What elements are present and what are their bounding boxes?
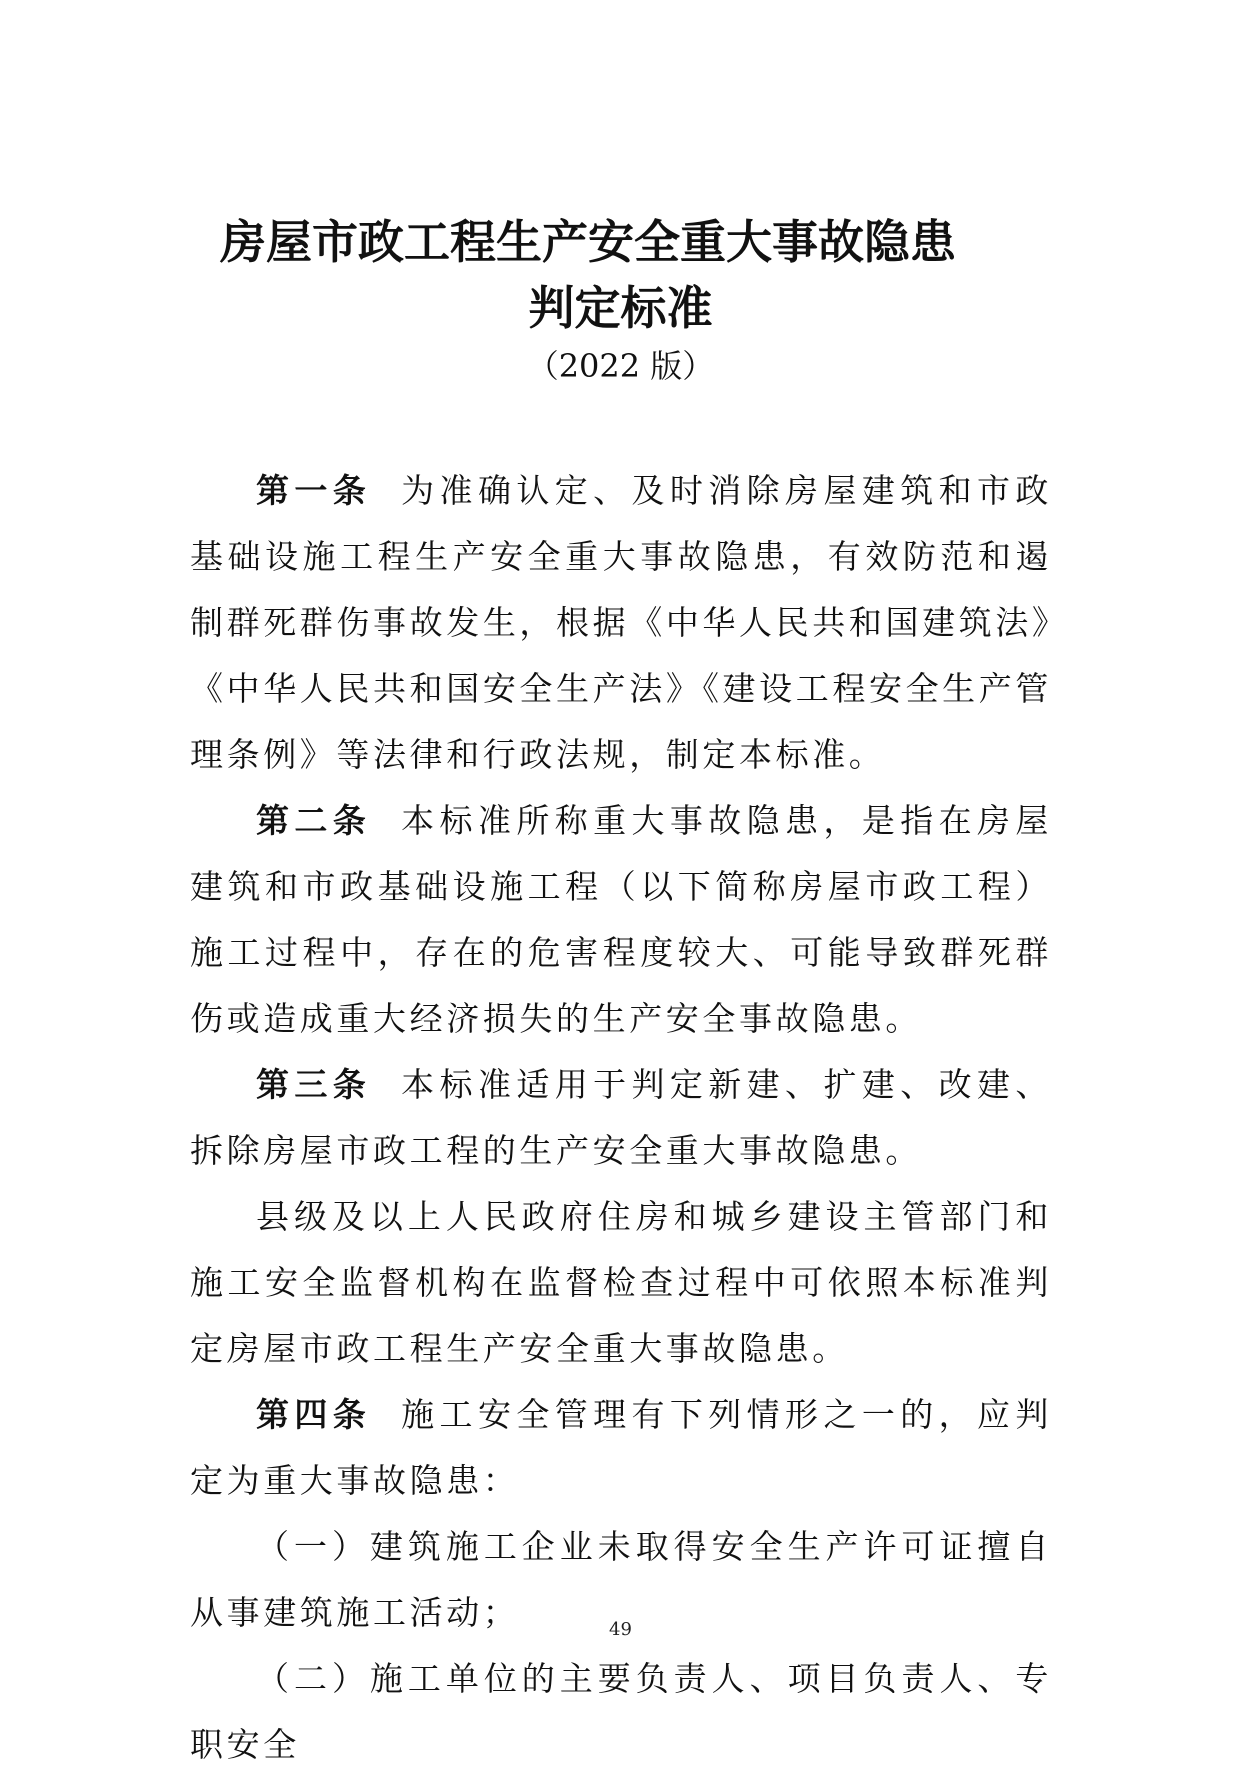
article-heading: 第一条 bbox=[256, 471, 372, 510]
paragraph-article-3 bbox=[190, 1052, 1052, 1184]
article-heading: 第四条 bbox=[256, 1395, 372, 1434]
article-heading: 第二条 bbox=[256, 801, 372, 840]
paragraph-item-2 bbox=[190, 1646, 1052, 1778]
document-title-line-1: 房屋市政工程生产安全重大事故隐患 bbox=[220, 215, 956, 269]
article-heading: 第三条 bbox=[256, 1065, 372, 1104]
paragraph-article-4 bbox=[190, 1382, 1052, 1514]
paragraph-text: 施工安全管理有下列情形之一的，应判定为重大事故隐患： bbox=[190, 1395, 1052, 1500]
document-body bbox=[190, 458, 1052, 1778]
page-number: 49 bbox=[609, 1619, 632, 1640]
document-title-line-2: 判定标准 bbox=[528, 281, 713, 335]
paragraph-article-1 bbox=[190, 458, 1052, 788]
document-edition: （2022 版） bbox=[526, 347, 715, 385]
paragraph-text: 本标准适用于判定新建、扩建、改建、拆除房屋市政工程的生产安全重大事故隐患。 bbox=[190, 1065, 1052, 1170]
paragraph-text: （一）建筑施工企业未取得安全生产许可证擅自从事建筑施工活动； bbox=[190, 1527, 1052, 1632]
paragraph-text: 县级及以上人民政府住房和城乡建设主管部门和施工安全监督机构在监督检查过程中可依照本标准判定房屋市政工程生产安全重大事故隐患。 bbox=[190, 1197, 1052, 1368]
paragraph-text: （二）施工单位的主要负责人、项目负责人、专职安全 bbox=[190, 1659, 1052, 1764]
paragraph-article-3-continued bbox=[190, 1184, 1052, 1382]
paragraph-text: 本标准所称重大事故隐患，是指在房屋建筑和市政基础设施工程（以下简称房屋市政工程）施工过程中，存在的危害程度较大、可能导致群死群伤或造成重大经济损失的生产安全事故隐患。 bbox=[190, 801, 1052, 1038]
paragraph-article-2 bbox=[190, 788, 1052, 1052]
paragraph-text: 为准确认定、及时消除房屋建筑和市政基础设施工程生产安全重大事故隐患，有效防范和遏制群死群伤事故发生，根据《中华人民共和国建筑法》《中华人民共和国安全生产法》《建设工程安全生产管理条例》等法律和行政法规，制定本标准。 bbox=[190, 471, 1052, 774]
